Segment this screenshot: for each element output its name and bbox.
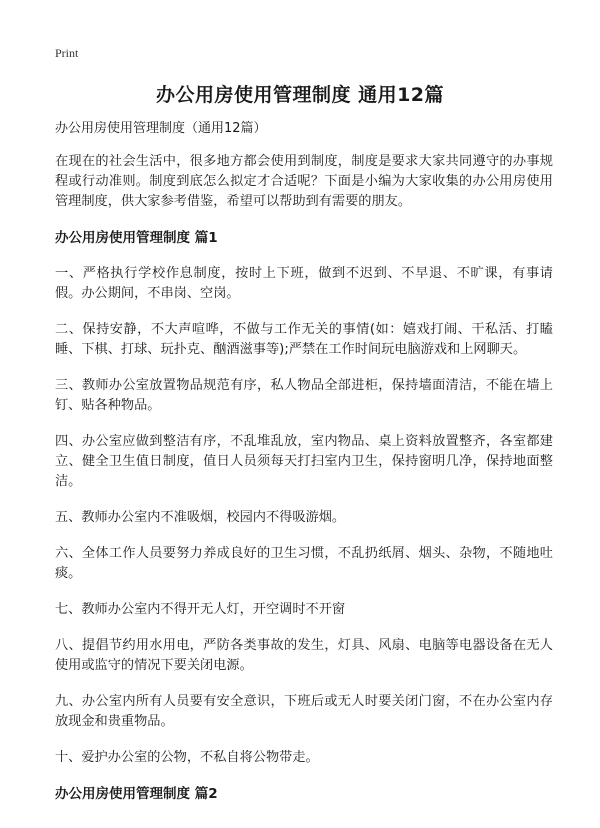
rule-item-10: 十、爱护办公室的公物，不私自将公物带走。 (55, 750, 319, 765)
section-heading-1: 办公用房使用管理制度 篇1 (55, 230, 218, 246)
rule-item-3: 三、教师办公室放置物品规范有序，私人物品全部进柜，保持墙面清洁，不能在墙上钉、贴各种物品。 (55, 378, 553, 413)
section-heading-2: 办公用房使用管理制度 篇2 (55, 786, 218, 802)
rule-item-8: 八、提倡节约用水用电，严防各类事故的发生，灯具、风扇、电脑等电器设备在无人使用或监守的情况下要关闭电源。 (55, 638, 553, 673)
rule-item-9: 九、办公室内所有人员要有安全意识，下班后或无人时要关闭门窗，不在办公室内存放现金和贵重物品。 (55, 694, 553, 729)
page-title: 办公用房使用管理制度 通用12篇 (155, 84, 445, 106)
document-body (55, 120, 553, 820)
print-label[interactable]: Print (55, 46, 79, 60)
rule-item-1: 一、严格执行学校作息制度，按时上下班，做到不迟到、不早退、不旷课，有事请假。办公期间，不串岗、空岗。 (55, 266, 553, 301)
document-subtitle: 办公用房使用管理制度（通用12篇） (55, 121, 267, 136)
rule-item-2: 二、保持安静，不大声喧哗，不做与工作无关的事情(如：嬉戏打闹、干私活、打瞌睡、下棋、打球、玩扑克、酗酒滋事等);严禁在工作时间玩电脑游戏和上网聊天。 (55, 322, 553, 357)
rule-item-5: 五、教师办公室内不准吸烟，校园内不得吸游烟。 (55, 510, 346, 525)
rule-item-6: 六、全体工作人员要努力养成良好的卫生习惯，不乱扔纸屑、烟头、杂物，不随地吐痰。 (55, 546, 553, 581)
rule-item-7: 七、教师办公室内不得开无人灯，开空调时不开窗 (55, 602, 346, 617)
intro-paragraph: 在现在的社会生活中，很多地方都会使用到制度，制度是要求大家共同遵守的办事规程或行动准则。制度到底怎么拟定才合适呢？下面是小编为大家收集的办公用房使用管理制度，供大家参考借鉴，希望可以帮助到有需要的朋友。 (55, 154, 553, 209)
rule-item-4: 四、办公室应做到整洁有序，不乱堆乱放，室内物品、桌上资料放置整齐，各室都建立、健全卫生值日制度，值日人员须每天打扫室内卫生，保持窗明几净，保持地面整洁。 (55, 434, 553, 489)
